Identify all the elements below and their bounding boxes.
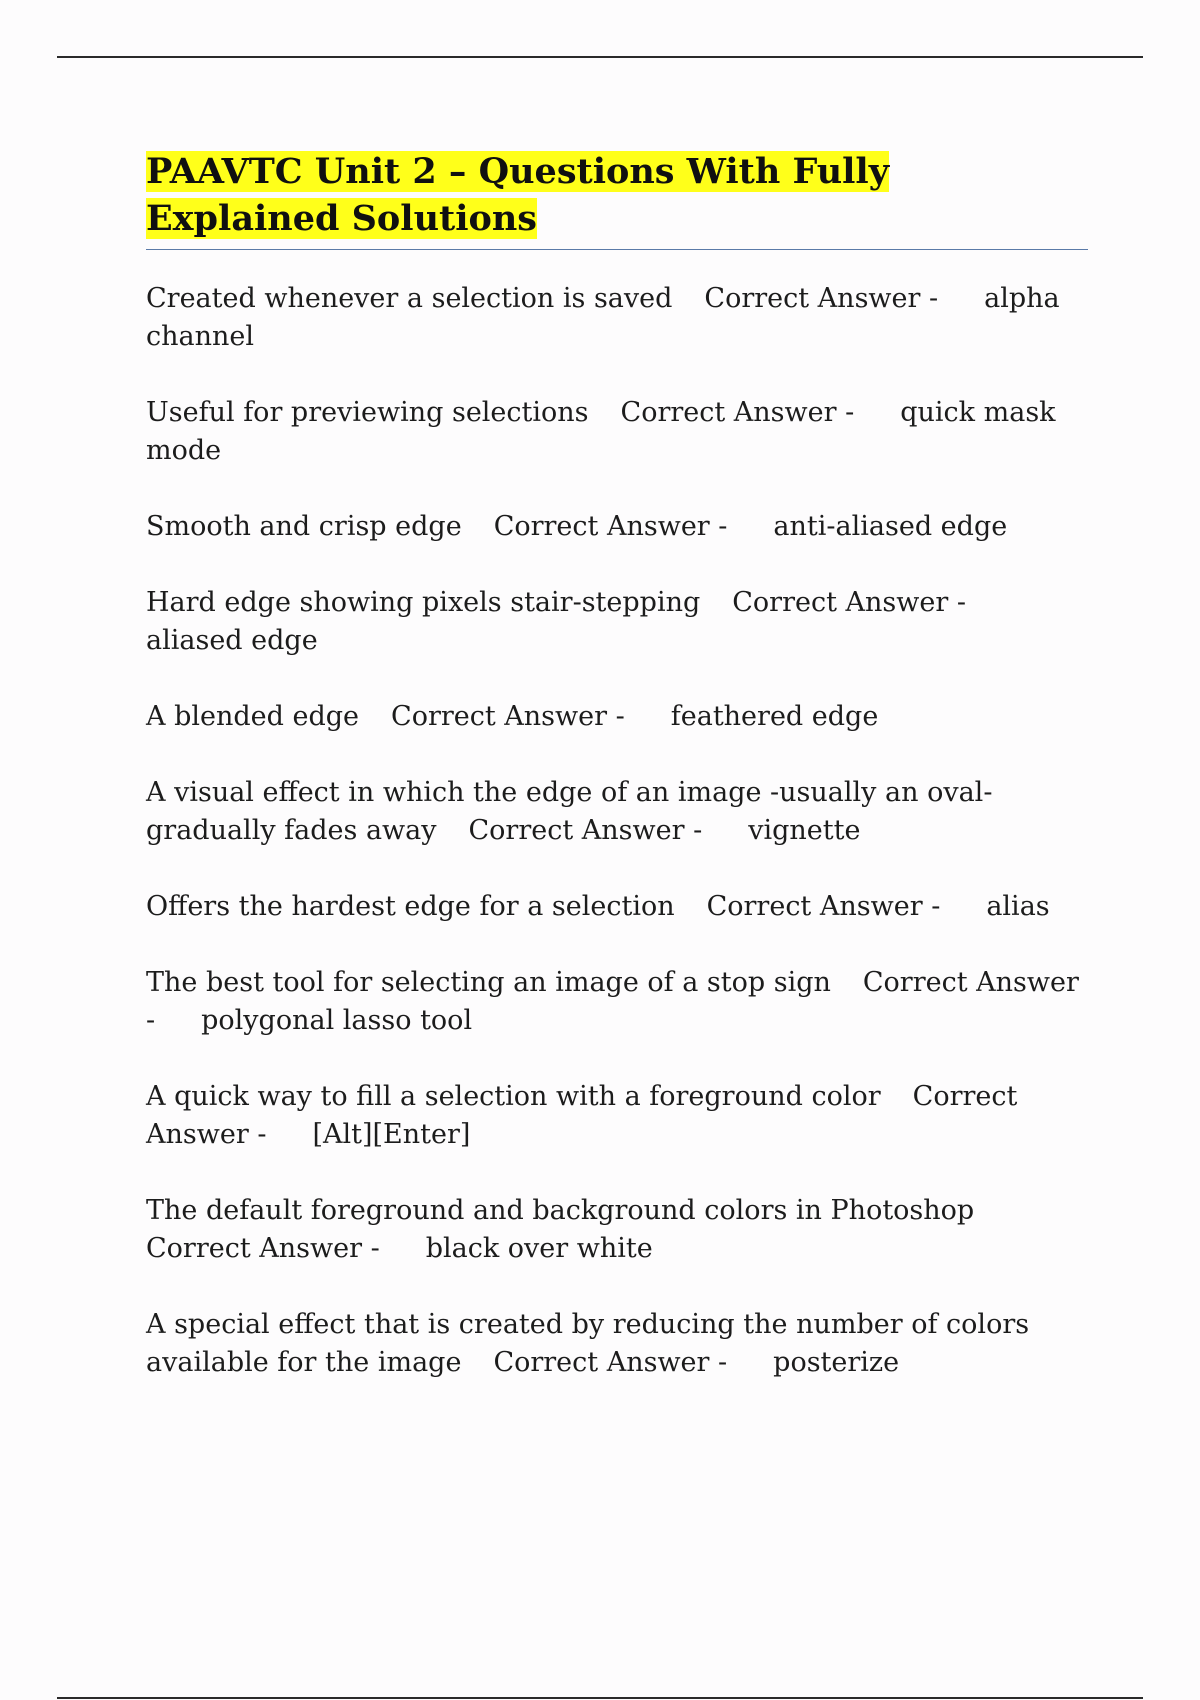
- answer-text: anti-aliased edge: [773, 511, 1008, 542]
- answer-separator: -: [257, 1119, 267, 1150]
- question-text: A blended edge: [146, 701, 360, 732]
- question-text: A visual effect in which the edge of an image -usually an oval- gradually fades away: [146, 777, 993, 846]
- answer-text: feathered edge: [670, 701, 879, 732]
- qa-item: [146, 394, 1086, 470]
- answer-text: [Alt][Enter]: [312, 1119, 471, 1150]
- answer-separator: -: [956, 587, 966, 618]
- question-text: Hard edge showing pixels stair-stepping: [146, 587, 701, 618]
- answer-label: Correct Answer: [468, 815, 685, 846]
- question-text: The best tool for selecting an image of a stop sign: [146, 967, 831, 998]
- answer-separator: -: [929, 283, 939, 314]
- answer-label: Correct Answer: [706, 891, 923, 922]
- answer-text: quick mask mode: [146, 397, 1056, 466]
- answer-label: Correct Answer: [732, 587, 949, 618]
- answer-separator: -: [146, 1005, 156, 1036]
- answer-text: posterize: [773, 1347, 900, 1378]
- answer-label: Correct Answer: [493, 1347, 710, 1378]
- qa-item: [146, 964, 1086, 1040]
- answer-separator: -: [615, 701, 625, 732]
- question-text: Smooth and crisp edge: [146, 511, 462, 542]
- answer-text: alpha channel: [146, 283, 1060, 352]
- qa-item: [146, 1192, 1086, 1268]
- page-top-rule: [57, 56, 1143, 58]
- answer-text: polygonal lasso tool: [201, 1005, 473, 1036]
- qa-item: [146, 1078, 1086, 1154]
- answer-separator: -: [370, 1233, 380, 1264]
- answer-label: Correct Answer: [862, 967, 1079, 998]
- qa-item: [146, 1306, 1086, 1382]
- answer-separator: -: [931, 891, 941, 922]
- answer-separator: -: [693, 815, 703, 846]
- answer-separator: -: [845, 397, 855, 428]
- answer-label: Correct Answer: [146, 1081, 1018, 1150]
- answer-label: Correct Answer: [146, 1233, 362, 1264]
- answer-label: Correct Answer: [493, 511, 710, 542]
- answer-text: vignette: [748, 815, 861, 846]
- answer-text: black over white: [425, 1233, 653, 1264]
- qa-item: [146, 508, 1086, 546]
- question-answer-list: [146, 280, 1086, 1420]
- qa-item: [146, 698, 1086, 736]
- question-text: Offers the hardest edge for a selection: [146, 891, 675, 922]
- answer-text: aliased edge: [146, 625, 318, 656]
- title-underline: [146, 249, 1088, 250]
- qa-item: [146, 584, 1086, 660]
- answer-text: alias: [986, 891, 1050, 922]
- answer-label: Correct Answer: [620, 397, 837, 428]
- document-title: [146, 148, 1086, 242]
- question-text: A special effect that is created by reducing the number of colors available for the image: [146, 1309, 1030, 1378]
- question-text: A quick way to fill a selection with a foreground color: [146, 1081, 881, 1112]
- qa-item: [146, 280, 1086, 356]
- answer-label: Correct Answer: [704, 283, 921, 314]
- document-title-text: PAAVTC Unit 2 – Questions With Fully Explained Solutions: [146, 151, 890, 239]
- page-bottom-rule: [57, 1697, 1143, 1699]
- qa-item: [146, 888, 1086, 926]
- answer-label: Correct Answer: [391, 701, 608, 732]
- answer-separator: -: [718, 511, 728, 542]
- question-text: Created whenever a selection is saved: [146, 283, 673, 314]
- qa-item: [146, 774, 1086, 850]
- question-text: The default foreground and background colors in Photoshop: [146, 1195, 975, 1226]
- answer-separator: -: [718, 1347, 728, 1378]
- question-text: Useful for previewing selections: [146, 397, 589, 428]
